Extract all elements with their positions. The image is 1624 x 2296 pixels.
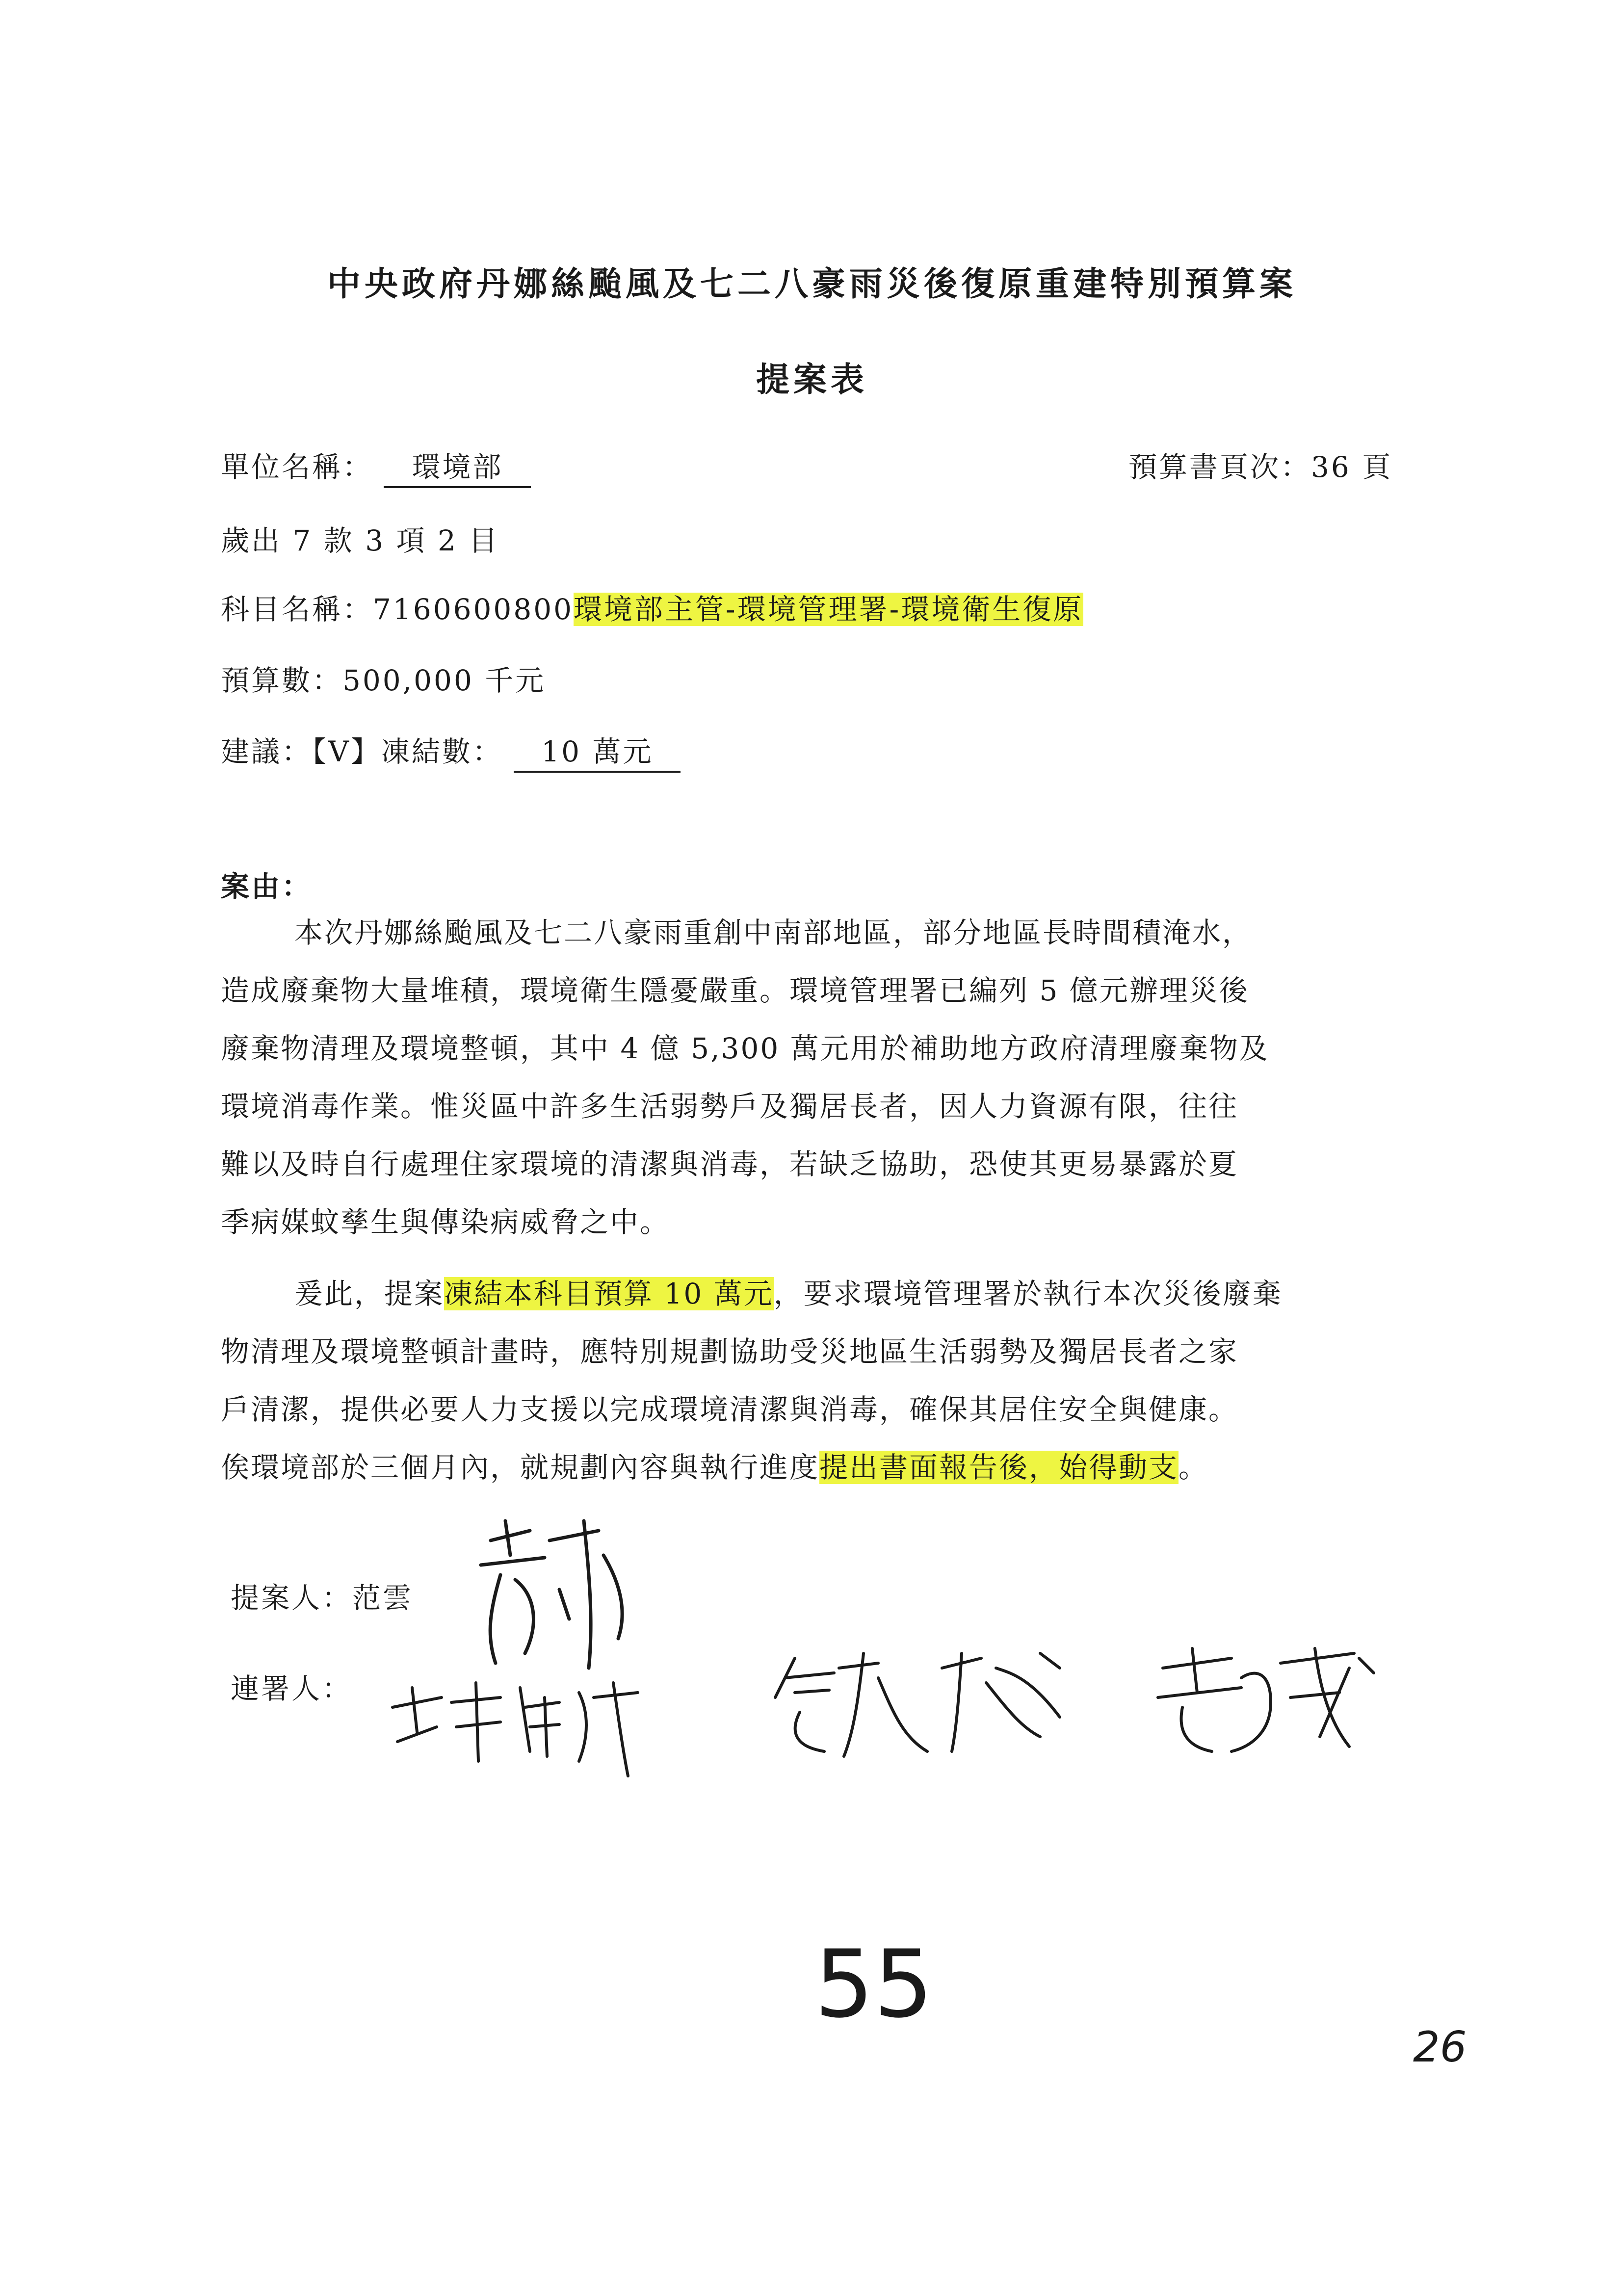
budget-page-row [1128, 444, 1392, 485]
budget-amount-line: 預算數：500,000 千元 [221, 664, 546, 697]
reason-p2-line [221, 1438, 1283, 1496]
reason-p2-line: 戶清潔，提供必要人力支援以完成環境清潔與消毒，確保其居住安全與健康。 [221, 1393, 1239, 1426]
reason-p1-line: 難以及時自行處理住家環境的清潔與消毒，若缺乏協助，恐使其更易暴露於夏 [221, 1148, 1239, 1181]
subject-name-highlighted: 環境部主管-環境管理署-環境衛生復原 [574, 593, 1084, 626]
p2-line4-pre: 俟環境部於三個月內，就規劃內容與執行進度 [221, 1451, 820, 1484]
subject-row [221, 586, 1083, 627]
cosigner-label: 連署人： [231, 1672, 353, 1705]
cosigner-signature-3 [1143, 1639, 1398, 1761]
reason-heading: 案由： [221, 870, 313, 903]
proposer-label: 提案人：范雲 [231, 1581, 414, 1615]
p2-line1-post: ，要求環境管理署於執行本次災後廢棄 [773, 1277, 1283, 1310]
reason-paragraph-2 [221, 1265, 1283, 1496]
reason-p1-line: 環境消毒作業。惟災區中許多生活弱勢戶及獨居長者，因人力資源有限，往往 [221, 1090, 1239, 1123]
freeze-value: 10 萬元 [514, 729, 681, 773]
p2-line1-pre: 爰此，提案 [294, 1277, 445, 1310]
budget-page-label: 預算書頁次： [1128, 450, 1311, 484]
reason-p2-line [221, 1265, 1283, 1323]
document-subtitle: 提案表 [756, 360, 868, 399]
document-title: 中央政府丹娜絲颱風及七二八豪雨災後復原重建特別預算案 [327, 264, 1297, 304]
unit-row [221, 444, 531, 488]
budget-page-value: 36 頁 [1311, 450, 1393, 484]
suggestion-label: 建議：【V】凍結數： [221, 735, 503, 768]
unit-value: 環境部 [384, 444, 531, 488]
reason-paragraph-1 [221, 904, 1269, 1251]
suggestion-row [221, 729, 681, 773]
reason-p1-line: 廢棄物清理及環境整頓，其中 4 億 5,300 萬元用於補助地方政府清理廢棄物及 [221, 1032, 1269, 1065]
proposer-signature [471, 1511, 657, 1678]
reason-p1-line: 季病媒蚊孳生與傳染病威脅之中。 [221, 1205, 670, 1239]
reason-p1-line: 造成廢棄物大量堆積，環境衛生隱憂嚴重。環境管理署已編列 5 億元辦理災後 [221, 974, 1249, 1007]
subject-code: 7160600800 [373, 593, 574, 626]
reason-p2-line: 物清理及環境整頓計畫時，應特別規劃協助受災地區生活弱勢及獨居長者之家 [221, 1335, 1239, 1368]
expenditure-line: 歲出 7 款 3 項 2 目 [221, 524, 499, 557]
corner-mark: 26 [1413, 2023, 1467, 2072]
freeze-highlight: 凍結本科目預算 10 萬元 [444, 1277, 774, 1310]
unit-label: 單位名稱： [221, 450, 373, 484]
p2-line4-post: 。 [1179, 1451, 1209, 1484]
subject-label: 科目名稱： [221, 593, 373, 626]
page-number: 55 [814, 1930, 933, 2038]
cosigner-signature-2 [765, 1639, 1109, 1771]
cosigner-signature-1 [383, 1668, 657, 1781]
reason-p1-line: 本次丹娜絲颱風及七二八豪雨重創中南部地區，部分地區長時間積淹水， [294, 916, 1253, 949]
condition-highlight: 提出書面報告後，始得動支 [819, 1451, 1179, 1484]
